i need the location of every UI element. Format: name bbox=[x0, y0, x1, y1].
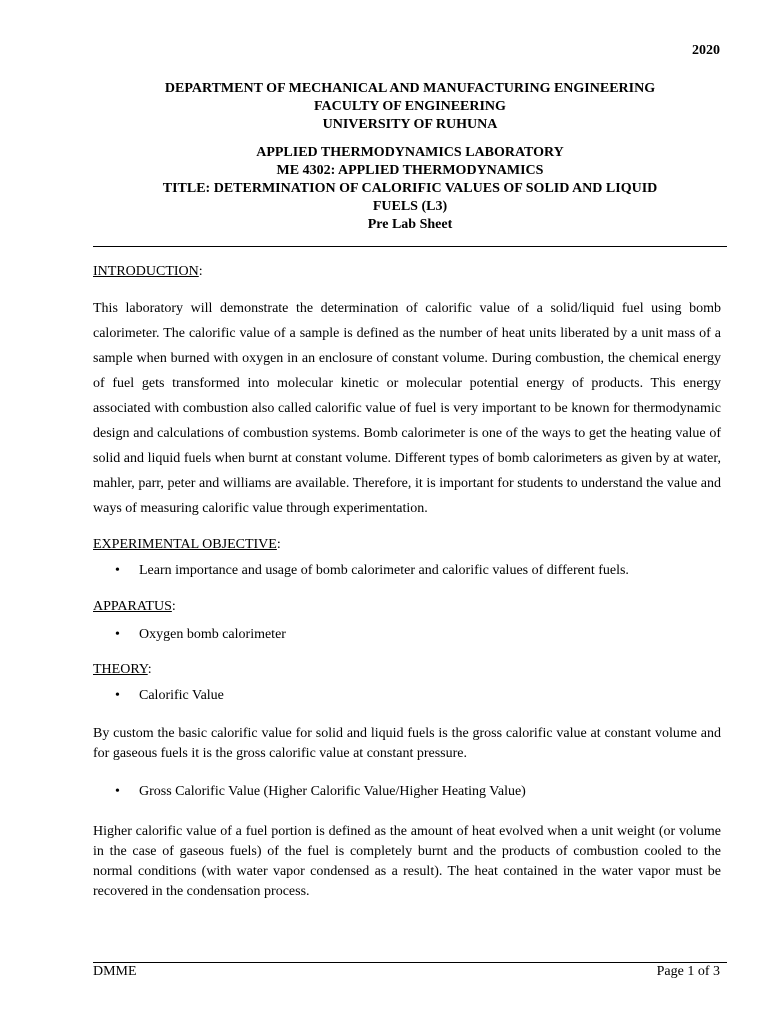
year-label: 2020 bbox=[692, 43, 720, 58]
footer-page-number: Page 1 of 3 bbox=[656, 964, 720, 979]
objective-heading-row bbox=[93, 535, 721, 555]
theory-paragraph-1: By custom the basic calorific value for solid and liquid fuels is the gross calorific value at constant volume and for gaseous fuels it is the gross calorific value at constant pressure. bbox=[93, 726, 721, 761]
theory-paragraph-2: Higher calorific value of a fuel portion is defined as the amount of heat evolved when a unit weight (or volume in the case of gaseous fuels) of the fuel is completely burnt and the products of combustion cooled to the normal conditions (with water vapor condensed as a result). The heat contained in the water vapor must be recovered in the condensation process. bbox=[93, 824, 721, 899]
list-item bbox=[93, 686, 721, 706]
objective-item-text: Learn importance and usage of bomb calorimeter and calorific values of different fuels. bbox=[139, 563, 629, 578]
apparatus-heading-row bbox=[93, 597, 721, 617]
theory-item-calorific-value: Calorific Value bbox=[139, 688, 224, 703]
intro-paragraph: This laboratory will demonstrate the determination of calorific value of a solid/liquid fuel using bomb calorimeter. The calorific value of a sample is defined as the number of heat units liberated by a unit mass of a sample when burned with oxygen in an enclosure of constant volume. During combustion, the chemical energy of fuel gets transformed into molecular kinetic or molecular potential energy of products. This energy associated with combustion also called calorific value of fuel is very important to be known for thermodynamic design and calculations of combustion systems. Bomb calorimeter is one of the ways to get the heating value of solid and liquid fuels when burnt at constant volume. Different types of bomb calorimeters as given by at water, mahler, parr, peter and williams are available. Therefore, it is important for students to understand the value and ways of measuring calorific value through experimentation. bbox=[93, 301, 721, 516]
list-item bbox=[93, 782, 721, 802]
objective-heading: EXPERIMENTAL OBJECTIVE bbox=[93, 537, 277, 552]
objective-list bbox=[93, 561, 721, 581]
faculty-line: FACULTY OF ENGINEERING bbox=[314, 99, 506, 114]
theory-list-2 bbox=[93, 782, 721, 802]
theory-heading: THEORY bbox=[93, 662, 148, 677]
apparatus-heading: APPARATUS bbox=[93, 599, 172, 614]
document-header bbox=[93, 80, 727, 234]
theory-item-gross-calorific-value: Gross Calorific Value (Higher Calorific Value/Higher Heating Value) bbox=[139, 784, 526, 799]
theory-heading-colon: : bbox=[147, 662, 152, 677]
objective-heading-colon: : bbox=[276, 537, 281, 552]
header-divider bbox=[93, 246, 727, 247]
footer-divider bbox=[93, 962, 727, 963]
course-line: ME 4302: APPLIED THERMODYNAMICS bbox=[276, 163, 544, 178]
title-line: TITLE: DETERMINATION OF CALORIFIC VALUES OF SOLID AND LIQUID bbox=[162, 181, 658, 196]
title-line-continued: FUELS (L3) bbox=[372, 199, 448, 214]
list-item bbox=[93, 625, 721, 645]
document-body bbox=[93, 262, 721, 902]
intro-heading: INTRODUCTION bbox=[93, 264, 199, 279]
list-item bbox=[93, 561, 721, 581]
apparatus-list bbox=[93, 625, 721, 645]
bullet-icon: • bbox=[115, 627, 120, 642]
intro-heading-row bbox=[93, 262, 721, 282]
footer-department: DMME bbox=[93, 964, 137, 979]
bullet-icon: • bbox=[115, 784, 120, 799]
apparatus-item-text: Oxygen bomb calorimeter bbox=[139, 627, 286, 642]
department-line: DEPARTMENT OF MECHANICAL AND MANUFACTURING ENGINEERING bbox=[164, 81, 656, 96]
laboratory-line: APPLIED THERMODYNAMICS LABORATORY bbox=[256, 145, 564, 160]
bullet-icon: • bbox=[115, 563, 120, 578]
apparatus-heading-colon: : bbox=[171, 599, 176, 614]
intro-heading-colon: : bbox=[198, 264, 203, 279]
theory-list-1 bbox=[93, 686, 721, 706]
sheet-type-line: Pre Lab Sheet bbox=[367, 217, 453, 232]
theory-heading-row bbox=[93, 660, 721, 680]
bullet-icon: • bbox=[115, 688, 120, 703]
university-line: UNIVERSITY OF RUHUNA bbox=[322, 117, 498, 132]
